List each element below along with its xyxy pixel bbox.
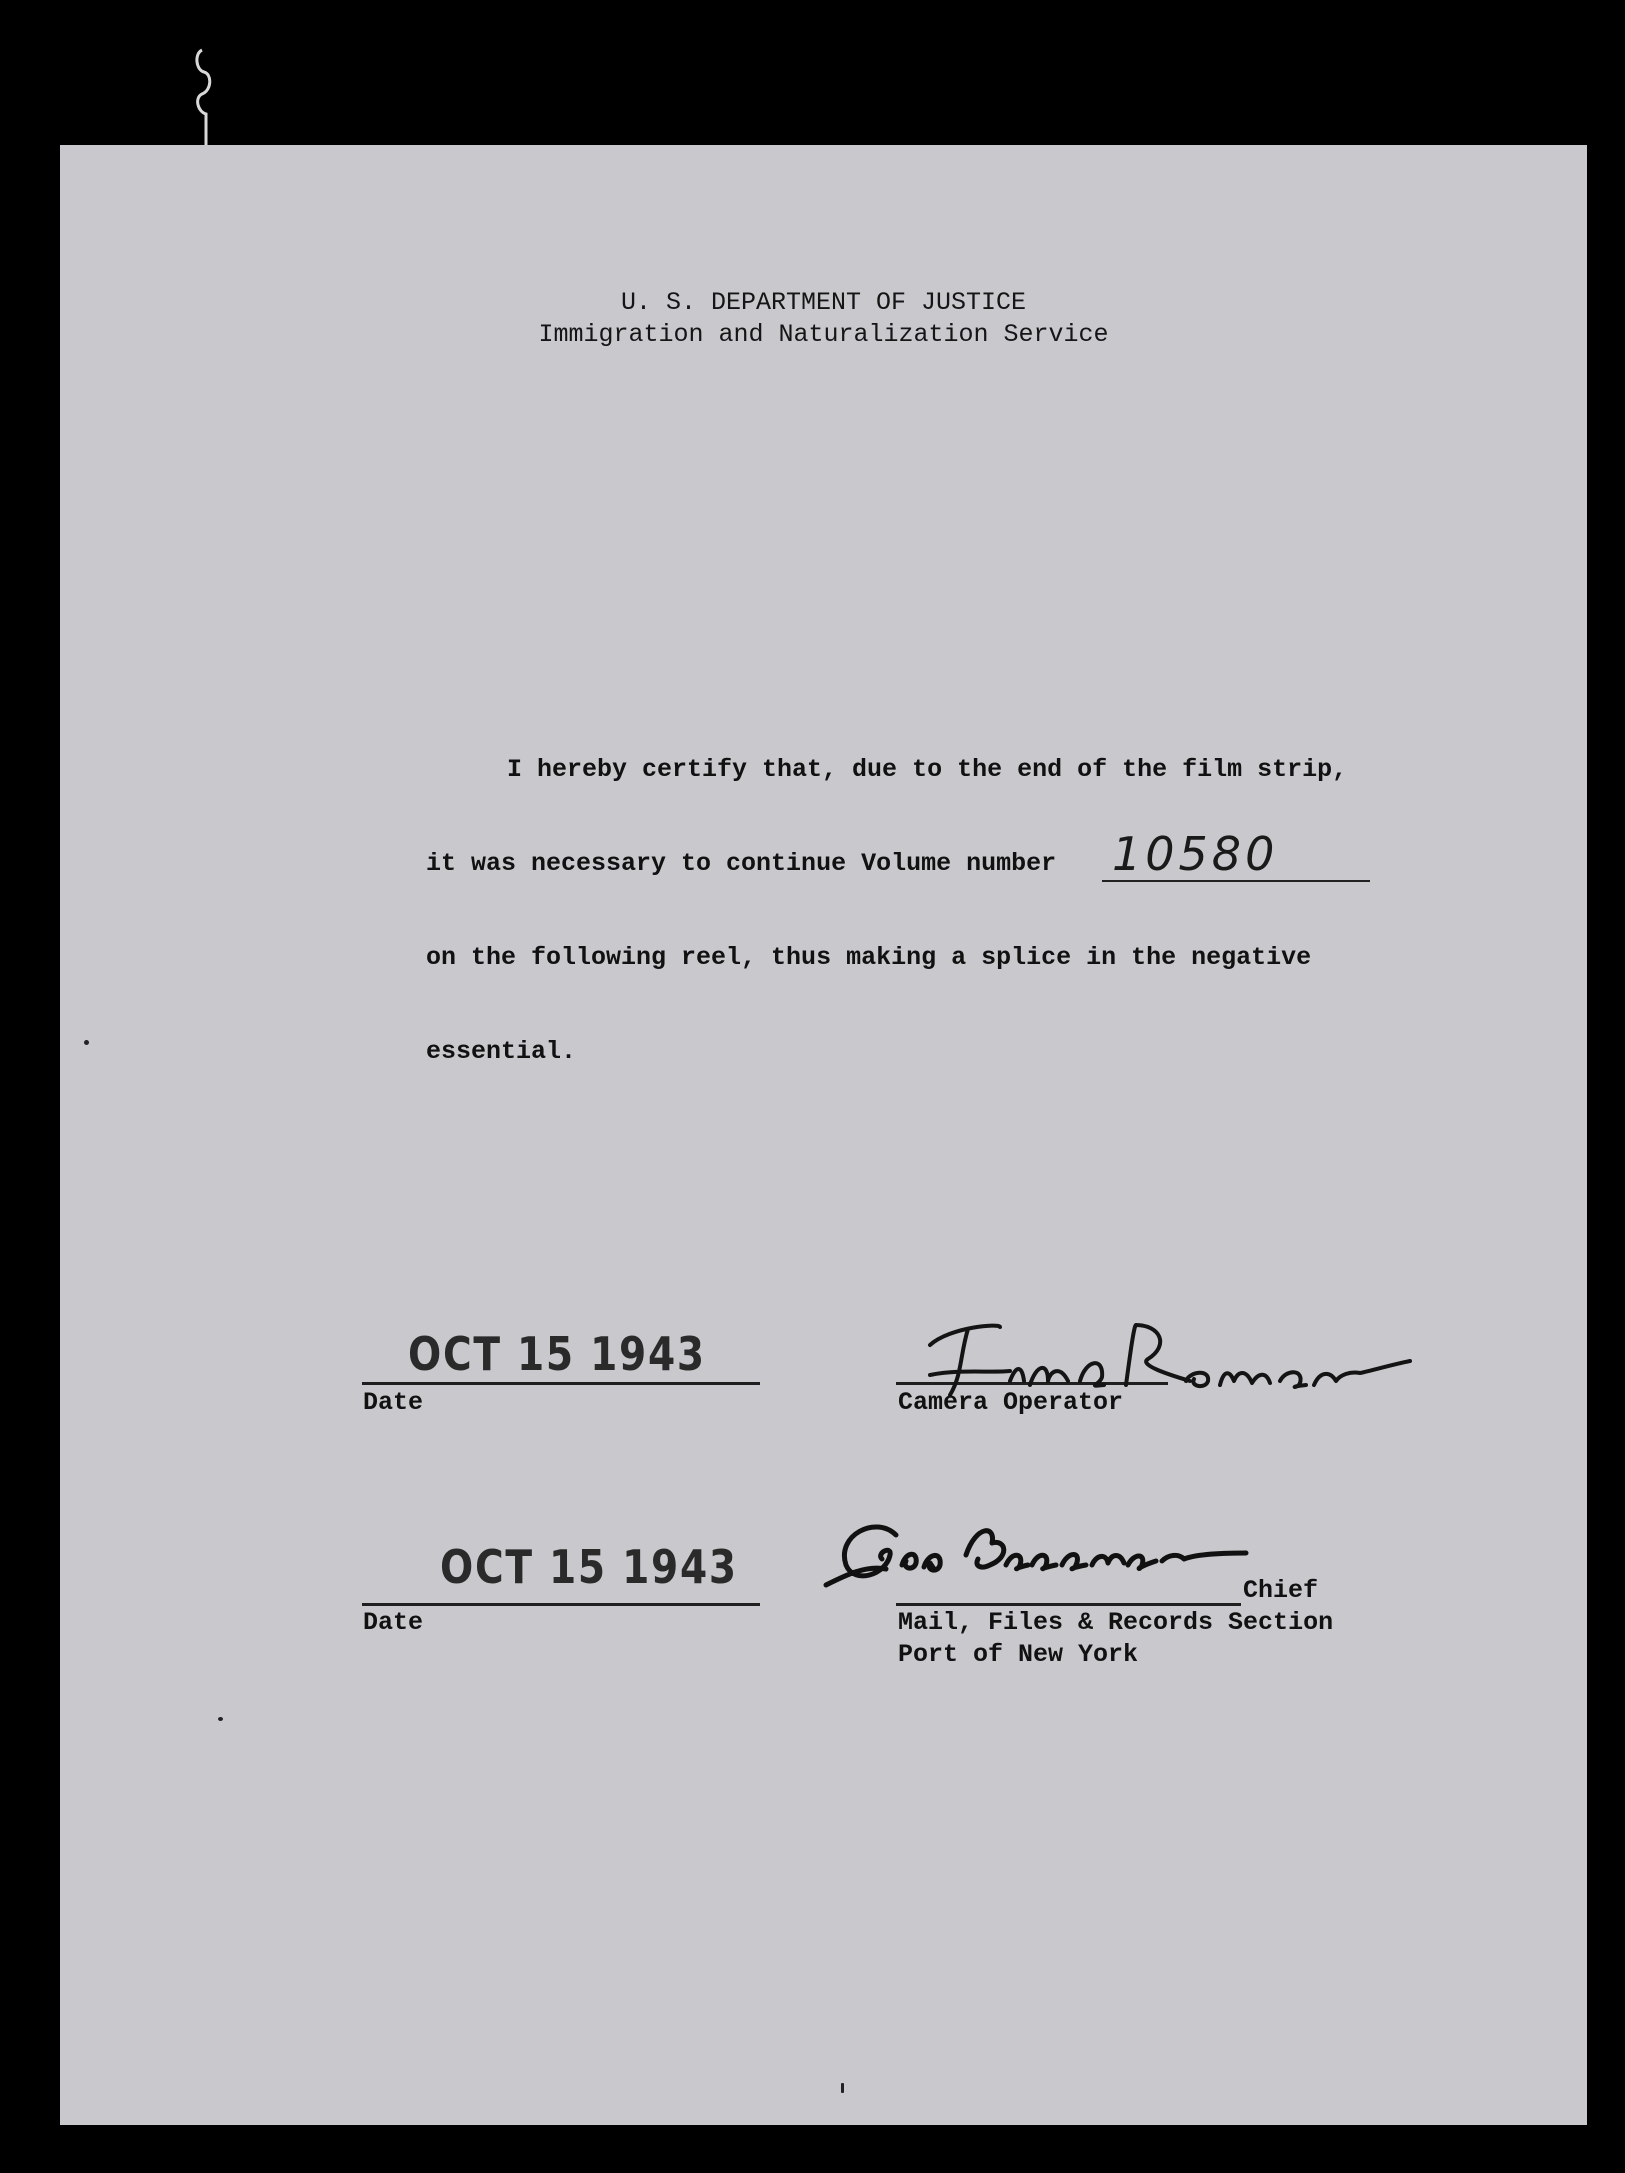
section-name: Mail, Files & Records Section (898, 1608, 1334, 1637)
date-label-1: Date (363, 1388, 424, 1417)
cert-line-2: it was necessary to continue Volume number (426, 849, 1057, 878)
scan-speck (841, 2083, 844, 2093)
cert-line-1: I hereby certify that, due to the end of the film strip, (507, 755, 1348, 784)
date-rule-1 (362, 1382, 760, 1385)
scan-speck (84, 1040, 89, 1045)
cert-line-4: essential. (426, 1037, 577, 1066)
cert-line-3: on the following reel, thus making a splice in the negative (426, 943, 1312, 972)
date-label-2: Date (363, 1608, 424, 1637)
service-name: Immigration and Naturalization Service (538, 320, 1109, 349)
letterhead (60, 287, 1587, 351)
camera-operator-label: Camera Operator (898, 1388, 1124, 1417)
department-name: U. S. DEPARTMENT OF JUSTICE (620, 288, 1027, 317)
scan-speck (218, 1717, 223, 1721)
date-rule-2 (362, 1603, 760, 1606)
date-stamp-1: OCT 15 1943 (408, 1327, 706, 1381)
port-location: Port of New York (898, 1640, 1139, 1669)
volume-number-handwritten: 10580 (1112, 827, 1279, 881)
chief-title: Chief (1243, 1576, 1319, 1605)
date-stamp-2: OCT 15 1943 (440, 1540, 738, 1594)
chief-signature (806, 1495, 1366, 1605)
document-page (60, 145, 1587, 2125)
camera-operator-signature (890, 1315, 1450, 1415)
